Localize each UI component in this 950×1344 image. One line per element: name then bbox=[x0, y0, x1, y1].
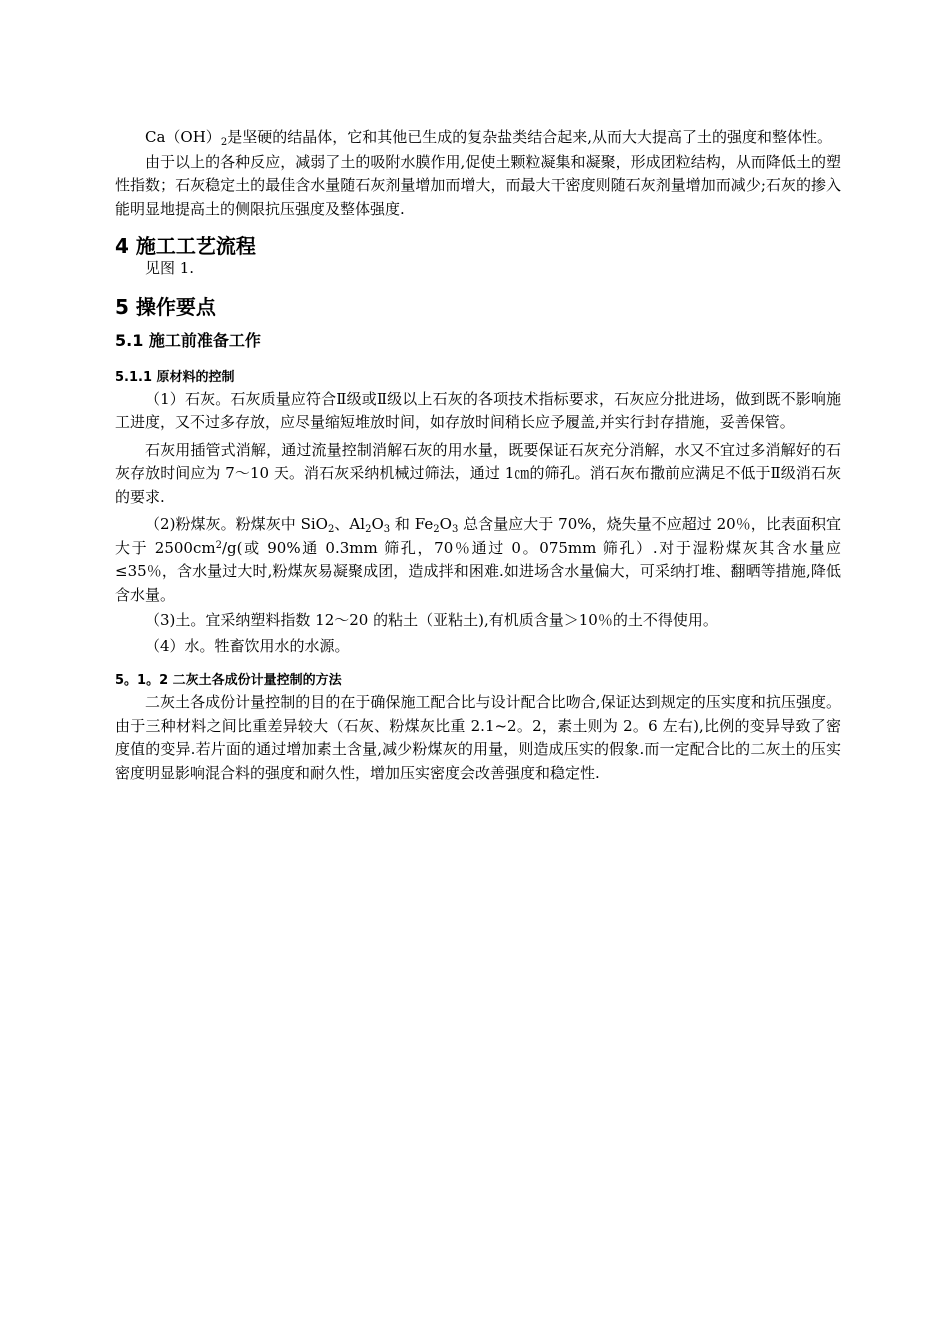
paragraph-caoh2 bbox=[115, 126, 841, 150]
section-4-text: 见图 1. bbox=[145, 259, 195, 277]
text: 、Al bbox=[334, 515, 366, 533]
document-body bbox=[115, 126, 841, 785]
paragraph-soil: （3)土。宜采纳塑料指数 12～20 的粘土（亚粘土),有机质含量＞10％的土不得使用。 bbox=[145, 611, 718, 629]
paragraph-water: （4）水。牲畜饮用水的水源。 bbox=[145, 636, 350, 655]
paragraph-flyash bbox=[115, 513, 841, 607]
text: O bbox=[371, 515, 384, 533]
text: Ca（OH） bbox=[145, 128, 221, 146]
subscript: 2 bbox=[327, 524, 335, 535]
subscript: 2 bbox=[365, 524, 372, 535]
paragraph-slaking: 石灰用插管式消解，通过流量控制消解石灰的用水量，既要保证石灰充分消解，水又不宜过多消解好的石灰存放时间应为 7～10 天。消石灰采纳机械过筛法，通过 1㎝的筛孔。消石灰布撒前应满足不低于Ⅱ级消石灰的要求. bbox=[115, 440, 841, 506]
subscript: 2 bbox=[433, 524, 440, 535]
subscript: 2 bbox=[220, 137, 228, 148]
text: （2)粉煤灰。粉煤灰中 SiO bbox=[145, 515, 328, 533]
superscript: 2 bbox=[215, 539, 222, 551]
paragraph-lime: （1）石灰。石灰质量应符合Ⅱ级或Ⅱ级以上石灰的各项技术指标要求，石灰应分批进场，做到既不影响施工进度，又不过多存放，应尽量缩短堆放时间，如存放时间稍长应予履盖,并实行封存措施，妥善保管。 bbox=[115, 389, 841, 431]
section-5-1-heading: 5.1 施工前准备工作 bbox=[115, 330, 261, 350]
text: O bbox=[439, 515, 452, 533]
text: 总含量应大于 70%，烧失量不应超过 20％，比表面积宜大于 2500cm bbox=[115, 515, 841, 557]
section-4-heading: 4 施工工艺流程 bbox=[115, 234, 256, 258]
paragraph-reactions: 由于以上的各种反应，减弱了土的吸附水膜作用,促使土颗粒凝集和凝聚，形成团粒结构，从而降低土的塑性指数；石灰稳定土的最佳含水量随石灰剂量增加而增大，而最大干密度则随石灰剂量增加而减少;石灰的掺入能明显地提高土的侧限抗压强度及整体强度. bbox=[115, 152, 841, 218]
text: 和 Fe bbox=[390, 515, 434, 533]
text: 是坚硬的结晶体，它和其他已生成的复杂盐类结合起来,从而大大提高了土的强度和整体性。 bbox=[227, 128, 832, 146]
section-5-1-2-heading: 5。1。2 二灰土各成份计量控制的方法 bbox=[115, 673, 342, 688]
subscript: 3 bbox=[451, 524, 459, 535]
text: /g(或 90%通 0.3mm 筛孔，70％通过 0。075mm 筛孔）.对于湿粉煤灰其含水量应≤35％，含水量过大时,粉煤灰易凝聚成团，造成拌和困难.如进场含水量偏大，可采纳打堆、翻晒等措施,降低含水量。 bbox=[115, 538, 841, 604]
section-5-1-1-heading: 5.1.1 原材料的控制 bbox=[115, 369, 235, 385]
section-5-heading: 5 操作要点 bbox=[115, 294, 216, 319]
subscript: 3 bbox=[383, 524, 391, 535]
paragraph-metering: 二灰土各成份计量控制的目的在于确保施工配合比与设计配合比吻合,保证达到规定的压实度和抗压强度。由于三种材料之间比重差异较大（石灰、粉煤灰比重 2.1~2。2，素土则为 2。6 左右),比例的变异导致了密度值的变异.若片面的通过增加素土含量,减少粉煤灰的用量，则造成压实的假象.而一定配合比的二灰土的压实密度明显影响混合料的强度和耐久性，增加压实密度会改善强度和稳定性. bbox=[115, 693, 841, 782]
